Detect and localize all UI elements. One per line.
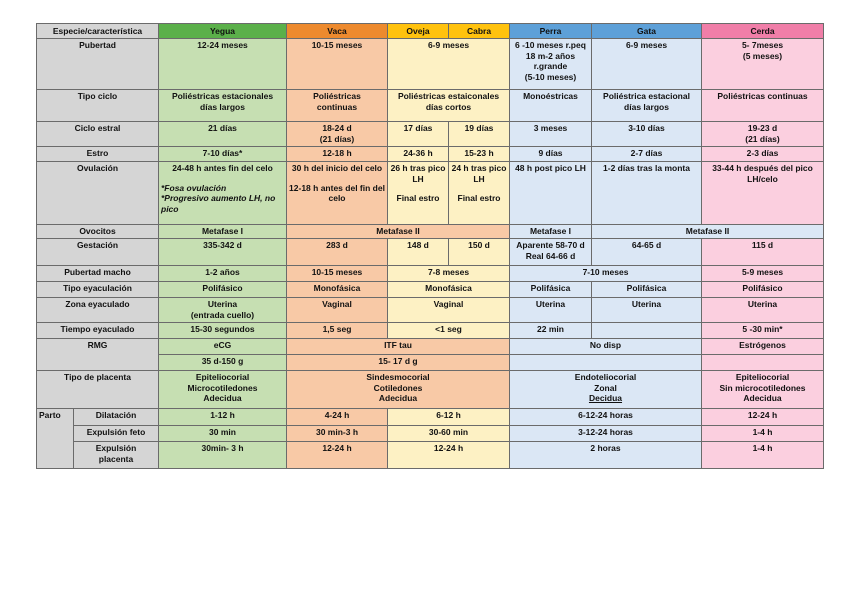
cell-line: días largos <box>200 101 245 112</box>
label-expulsion-feto: Expulsión feto <box>74 426 159 442</box>
zona-eyaculado-yegua <box>159 298 287 323</box>
tiempo-eyaculado-vaca: 1,5 seg <box>287 323 388 339</box>
dilatacion-vaca: 4-24 h <box>287 409 388 426</box>
tipo-ciclo-yegua <box>159 90 287 122</box>
cell-line: Poliéstrica estacional <box>603 91 690 101</box>
estro-vaca: 12-18 h <box>287 147 388 162</box>
cell-line: (21 días) <box>319 133 355 144</box>
label-dilatacion: Dilatación <box>74 409 159 426</box>
ovulacion-oveja <box>388 162 449 225</box>
cell-line: Poliéstricas <box>313 91 361 101</box>
label-zona-eyaculado: Zona eyaculado <box>37 298 159 323</box>
cell-gap <box>161 174 284 183</box>
cell-line: Decidua <box>588 393 623 403</box>
cell-line: 18-24 d <box>322 123 352 133</box>
label-ciclo-estral: Ciclo estral <box>37 122 159 147</box>
tipo-ciclo-vaca <box>287 90 388 122</box>
tiempo-eyaculado-oveja-cabra: <1 seg <box>388 323 510 339</box>
cell-line: Endoteliocorial <box>574 372 637 382</box>
pubertad-vaca: 10-15 meses <box>287 39 388 90</box>
row-pubertad <box>37 39 824 90</box>
header-yegua: Yegua <box>159 24 287 39</box>
ovulacion-note: *Fosa ovulación <box>161 182 227 193</box>
pubertad-oveja-cabra: 6-9 meses <box>388 39 510 90</box>
tipo-eyaculacion-oveja-cabra: Monofásica <box>388 282 510 298</box>
cell-line: continuas <box>316 101 358 112</box>
row-pubertad-macho <box>37 266 824 282</box>
row-gestacion <box>37 239 824 266</box>
tiempo-eyaculado-perra: 22 min <box>510 323 592 339</box>
cell-line: 26 h tras pico LH <box>390 163 446 184</box>
pubertad-cerda-line: 5- 7meses <box>741 40 784 50</box>
label-ovulacion: Ovulación <box>37 162 159 225</box>
cell-line: Sin microcotiledones <box>719 382 806 393</box>
ovocitos-vaca-oveja-cabra: Metafase II <box>287 225 510 239</box>
pubertad-yegua: 12-24 meses <box>159 39 287 90</box>
cell-line: 19-23 d <box>747 123 778 133</box>
estro-cabra: 15-23 h <box>449 147 510 162</box>
cell-line: 24 h tras pico LH <box>451 163 507 184</box>
expulsion-placenta-vaca: 12-24 h <box>287 442 388 469</box>
zona-eyaculado-cerda: Uterina <box>702 298 824 323</box>
tiempo-eyaculado-gata <box>592 323 702 339</box>
cell-line: Microcotiledones <box>187 382 258 393</box>
cell-line: 24-48 h antes fin del celo <box>172 163 273 173</box>
header-oveja: Oveja <box>388 24 449 39</box>
cell-line: Poliéstricas estacionales <box>171 91 274 101</box>
rmg-vaca-oveja-cabra-2: 15- 17 d g <box>287 355 510 371</box>
label-pubertad-macho: Pubertad macho <box>37 266 159 282</box>
label-tipo-eyaculacion: Tipo eyaculación <box>37 282 159 298</box>
rmg-yegua-2: 35 d-150 g <box>159 355 287 371</box>
expulsion-feto-perra-gata: 3-12-24 horas <box>510 426 702 442</box>
expulsion-feto-cerda: 1-4 h <box>702 426 824 442</box>
pubertad-cerda <box>702 39 824 90</box>
label-tipo-placenta: Tipo de placenta <box>37 371 159 409</box>
estro-oveja: 24-36 h <box>388 147 449 162</box>
ovocitos-yegua: Metafase I <box>159 225 287 239</box>
gestacion-cerda: 115 d <box>702 239 824 266</box>
ciclo-estral-cabra: 19 días <box>449 122 510 147</box>
pubertad-perra <box>510 39 592 90</box>
zona-eyaculado-vaca: Vaginal <box>287 298 388 323</box>
tipo-placenta-cerda <box>702 371 824 409</box>
cell-line: Epiteliocorial <box>195 372 250 382</box>
header-row-label: Especie/característica <box>37 24 159 39</box>
row-expulsion-feto <box>37 426 824 442</box>
cell-line: Adecidua <box>203 393 242 403</box>
pubertad-perra-line: r.grande <box>533 61 568 71</box>
row-dilatacion <box>37 409 824 426</box>
gestacion-gata: 64-65 d <box>592 239 702 266</box>
zona-eyaculado-oveja-cabra: Vaginal <box>388 298 510 323</box>
expulsion-placenta-cerda: 1-4 h <box>702 442 824 469</box>
ovulacion-yegua <box>159 162 287 225</box>
row-tiempo-eyaculado <box>37 323 824 339</box>
reproduction-table <box>36 23 824 469</box>
tipo-ciclo-gata <box>592 90 702 122</box>
dilatacion-oveja-cabra: 6-12 h <box>388 409 510 426</box>
expulsion-placenta-perra-gata: 2 horas <box>510 442 702 469</box>
gestacion-vaca: 283 d <box>287 239 388 266</box>
ovocitos-gata-cerda: Metafase II <box>592 225 824 239</box>
estro-cerda: 2-3 días <box>702 147 824 162</box>
gestacion-oveja: 148 d <box>388 239 449 266</box>
dilatacion-yegua: 1-12 h <box>159 409 287 426</box>
estro-perra: 9 días <box>510 147 592 162</box>
zona-eyaculado-perra: Uterina <box>510 298 592 323</box>
pubertad-macho-perra-gata: 7-10 meses <box>510 266 702 282</box>
tiempo-eyaculado-cerda: 5 -30 min* <box>702 323 824 339</box>
row-expulsion-placenta <box>37 442 824 469</box>
ovulacion-vaca <box>287 162 388 225</box>
dilatacion-perra-gata: 6-12-24 horas <box>510 409 702 426</box>
rmg-vaca-oveja-cabra: ITF tau <box>287 339 510 355</box>
label-gestacion: Gestación <box>37 239 159 266</box>
cell-line: Poliéstricas estaiconales <box>397 91 500 101</box>
cell-line: Uterina <box>207 299 238 309</box>
pubertad-macho-cerda: 5-9 meses <box>702 266 824 282</box>
estro-gata: 2-7 días <box>592 147 702 162</box>
rmg-cerda-2 <box>702 355 824 371</box>
rmg-yegua: eCG <box>159 339 287 355</box>
tipo-eyaculacion-cerda: Polifásico <box>702 282 824 298</box>
pubertad-gata: 6-9 meses <box>592 39 702 90</box>
ovulacion-cabra <box>449 162 510 225</box>
cell-line: Final estro <box>396 193 440 203</box>
cell-line: Adecidua <box>378 393 418 403</box>
cell-gap <box>451 184 507 193</box>
rmg-perra-gata-2 <box>510 355 702 371</box>
cell-line: Expulsión <box>95 443 137 453</box>
tipo-eyaculacion-perra: Polifásica <box>510 282 592 298</box>
cell-line: Adecidua <box>743 393 782 403</box>
dilatacion-cerda: 12-24 h <box>702 409 824 426</box>
expulsion-feto-oveja-cabra: 30-60 min <box>388 426 510 442</box>
ciclo-estral-yegua: 21 días <box>159 122 287 147</box>
ovulacion-cerda: 33-44 h después del pico LH/celo <box>702 162 824 225</box>
cell-line: placenta <box>98 453 134 464</box>
ciclo-estral-vaca <box>287 122 388 147</box>
gestacion-yegua: 335-342 d <box>159 239 287 266</box>
tipo-placenta-vaca-oveja-cabra <box>287 371 510 409</box>
cell-line: días largos <box>624 101 669 112</box>
gestacion-cabra: 150 d <box>449 239 510 266</box>
pubertad-cerda-line: (5 meses) <box>742 50 783 61</box>
ovulacion-note: *Progresivo aumento LH, no pico <box>161 193 276 214</box>
cell-line: (entrada cuello) <box>190 309 255 320</box>
row-zona-eyaculado <box>37 298 824 323</box>
ovulacion-gata: 1-2 días tras la monta <box>592 162 702 225</box>
header-row <box>37 24 824 39</box>
ovocitos-perra: Metafase I <box>510 225 592 239</box>
expulsion-feto-vaca: 30 min-3 h <box>287 426 388 442</box>
cell-line: Epiteliocorial <box>735 372 790 382</box>
cell-line: 12-18 h antes del fin del celo <box>289 182 385 203</box>
pubertad-macho-yegua: 1-2 años <box>159 266 287 282</box>
tipo-ciclo-cerda: Poliéstricas continuas <box>702 90 824 122</box>
cell-line: Cotiledones <box>373 382 423 393</box>
tipo-eyaculacion-yegua: Polifásico <box>159 282 287 298</box>
pubertad-perra-line: 6 -10 meses r.peq <box>515 40 586 50</box>
label-expulsion-placenta <box>74 442 159 469</box>
tipo-placenta-perra-gata <box>510 371 702 409</box>
ciclo-estral-oveja: 17 días <box>388 122 449 147</box>
zona-eyaculado-gata: Uterina <box>592 298 702 323</box>
cell-line: Aparente 58-70 d <box>516 240 585 250</box>
label-tiempo-eyaculado: Tiempo eyaculado <box>37 323 159 339</box>
tipo-placenta-yegua <box>159 371 287 409</box>
cell-gap <box>289 174 385 183</box>
tipo-ciclo-oveja-cabra <box>388 90 510 122</box>
header-vaca: Vaca <box>287 24 388 39</box>
tipo-ciclo-perra: Monoéstricas <box>510 90 592 122</box>
label-estro: Estro <box>37 147 159 162</box>
label-ovocitos: Ovocitos <box>37 225 159 239</box>
label-parto: Parto <box>37 409 74 469</box>
gestacion-perra <box>510 239 592 266</box>
expulsion-placenta-yegua: 30min- 3 h <box>159 442 287 469</box>
row-ovulacion <box>37 162 824 225</box>
label-rmg: RMG <box>37 339 159 371</box>
cell-line: Real 64-66 d <box>525 250 576 261</box>
row-rmg <box>37 339 824 355</box>
ciclo-estral-cerda <box>702 122 824 147</box>
pubertad-macho-vaca: 10-15 meses <box>287 266 388 282</box>
header-perra: Perra <box>510 24 592 39</box>
cell-line: días cortos <box>425 101 472 112</box>
estro-yegua: 7-10 días* <box>159 147 287 162</box>
pubertad-perra-line: 18 m-2 años <box>525 50 576 61</box>
tipo-eyaculacion-gata: Polifásica <box>592 282 702 298</box>
row-tipo-placenta <box>37 371 824 409</box>
row-ovocitos <box>37 225 824 239</box>
rmg-perra-gata: No disp <box>510 339 702 355</box>
ciclo-estral-perra: 3 meses <box>510 122 592 147</box>
row-tipo-ciclo <box>37 90 824 122</box>
cell-line: Final estro <box>457 193 501 203</box>
label-pubertad: Pubertad <box>37 39 159 90</box>
ciclo-estral-gata: 3-10 días <box>592 122 702 147</box>
expulsion-placenta-oveja-cabra: 12-24 h <box>388 442 510 469</box>
row-tipo-eyaculacion <box>37 282 824 298</box>
tiempo-eyaculado-yegua: 15-30 segundos <box>159 323 287 339</box>
cell-line: Zonal <box>594 382 617 393</box>
cell-line: (21 días) <box>745 133 780 144</box>
rmg-cerda: Estrógenos <box>702 339 824 355</box>
row-ciclo-estral <box>37 122 824 147</box>
cell-gap <box>390 184 446 193</box>
expulsion-feto-yegua: 30 min <box>159 426 287 442</box>
cell-line: Sindesmocorial <box>366 372 430 382</box>
header-cabra: Cabra <box>449 24 510 39</box>
row-estro <box>37 147 824 162</box>
header-gata: Gata <box>592 24 702 39</box>
pubertad-macho-oveja-cabra: 7-8 meses <box>388 266 510 282</box>
pubertad-perra-line: (5-10 meses) <box>524 71 577 82</box>
ovulacion-perra: 48 h post pico LH <box>510 162 592 225</box>
header-cerda: Cerda <box>702 24 824 39</box>
label-tipo-ciclo: Tipo ciclo <box>37 90 159 122</box>
cell-line: 30 h del inicio del celo <box>291 163 383 173</box>
tipo-eyaculacion-vaca: Monofásica <box>287 282 388 298</box>
